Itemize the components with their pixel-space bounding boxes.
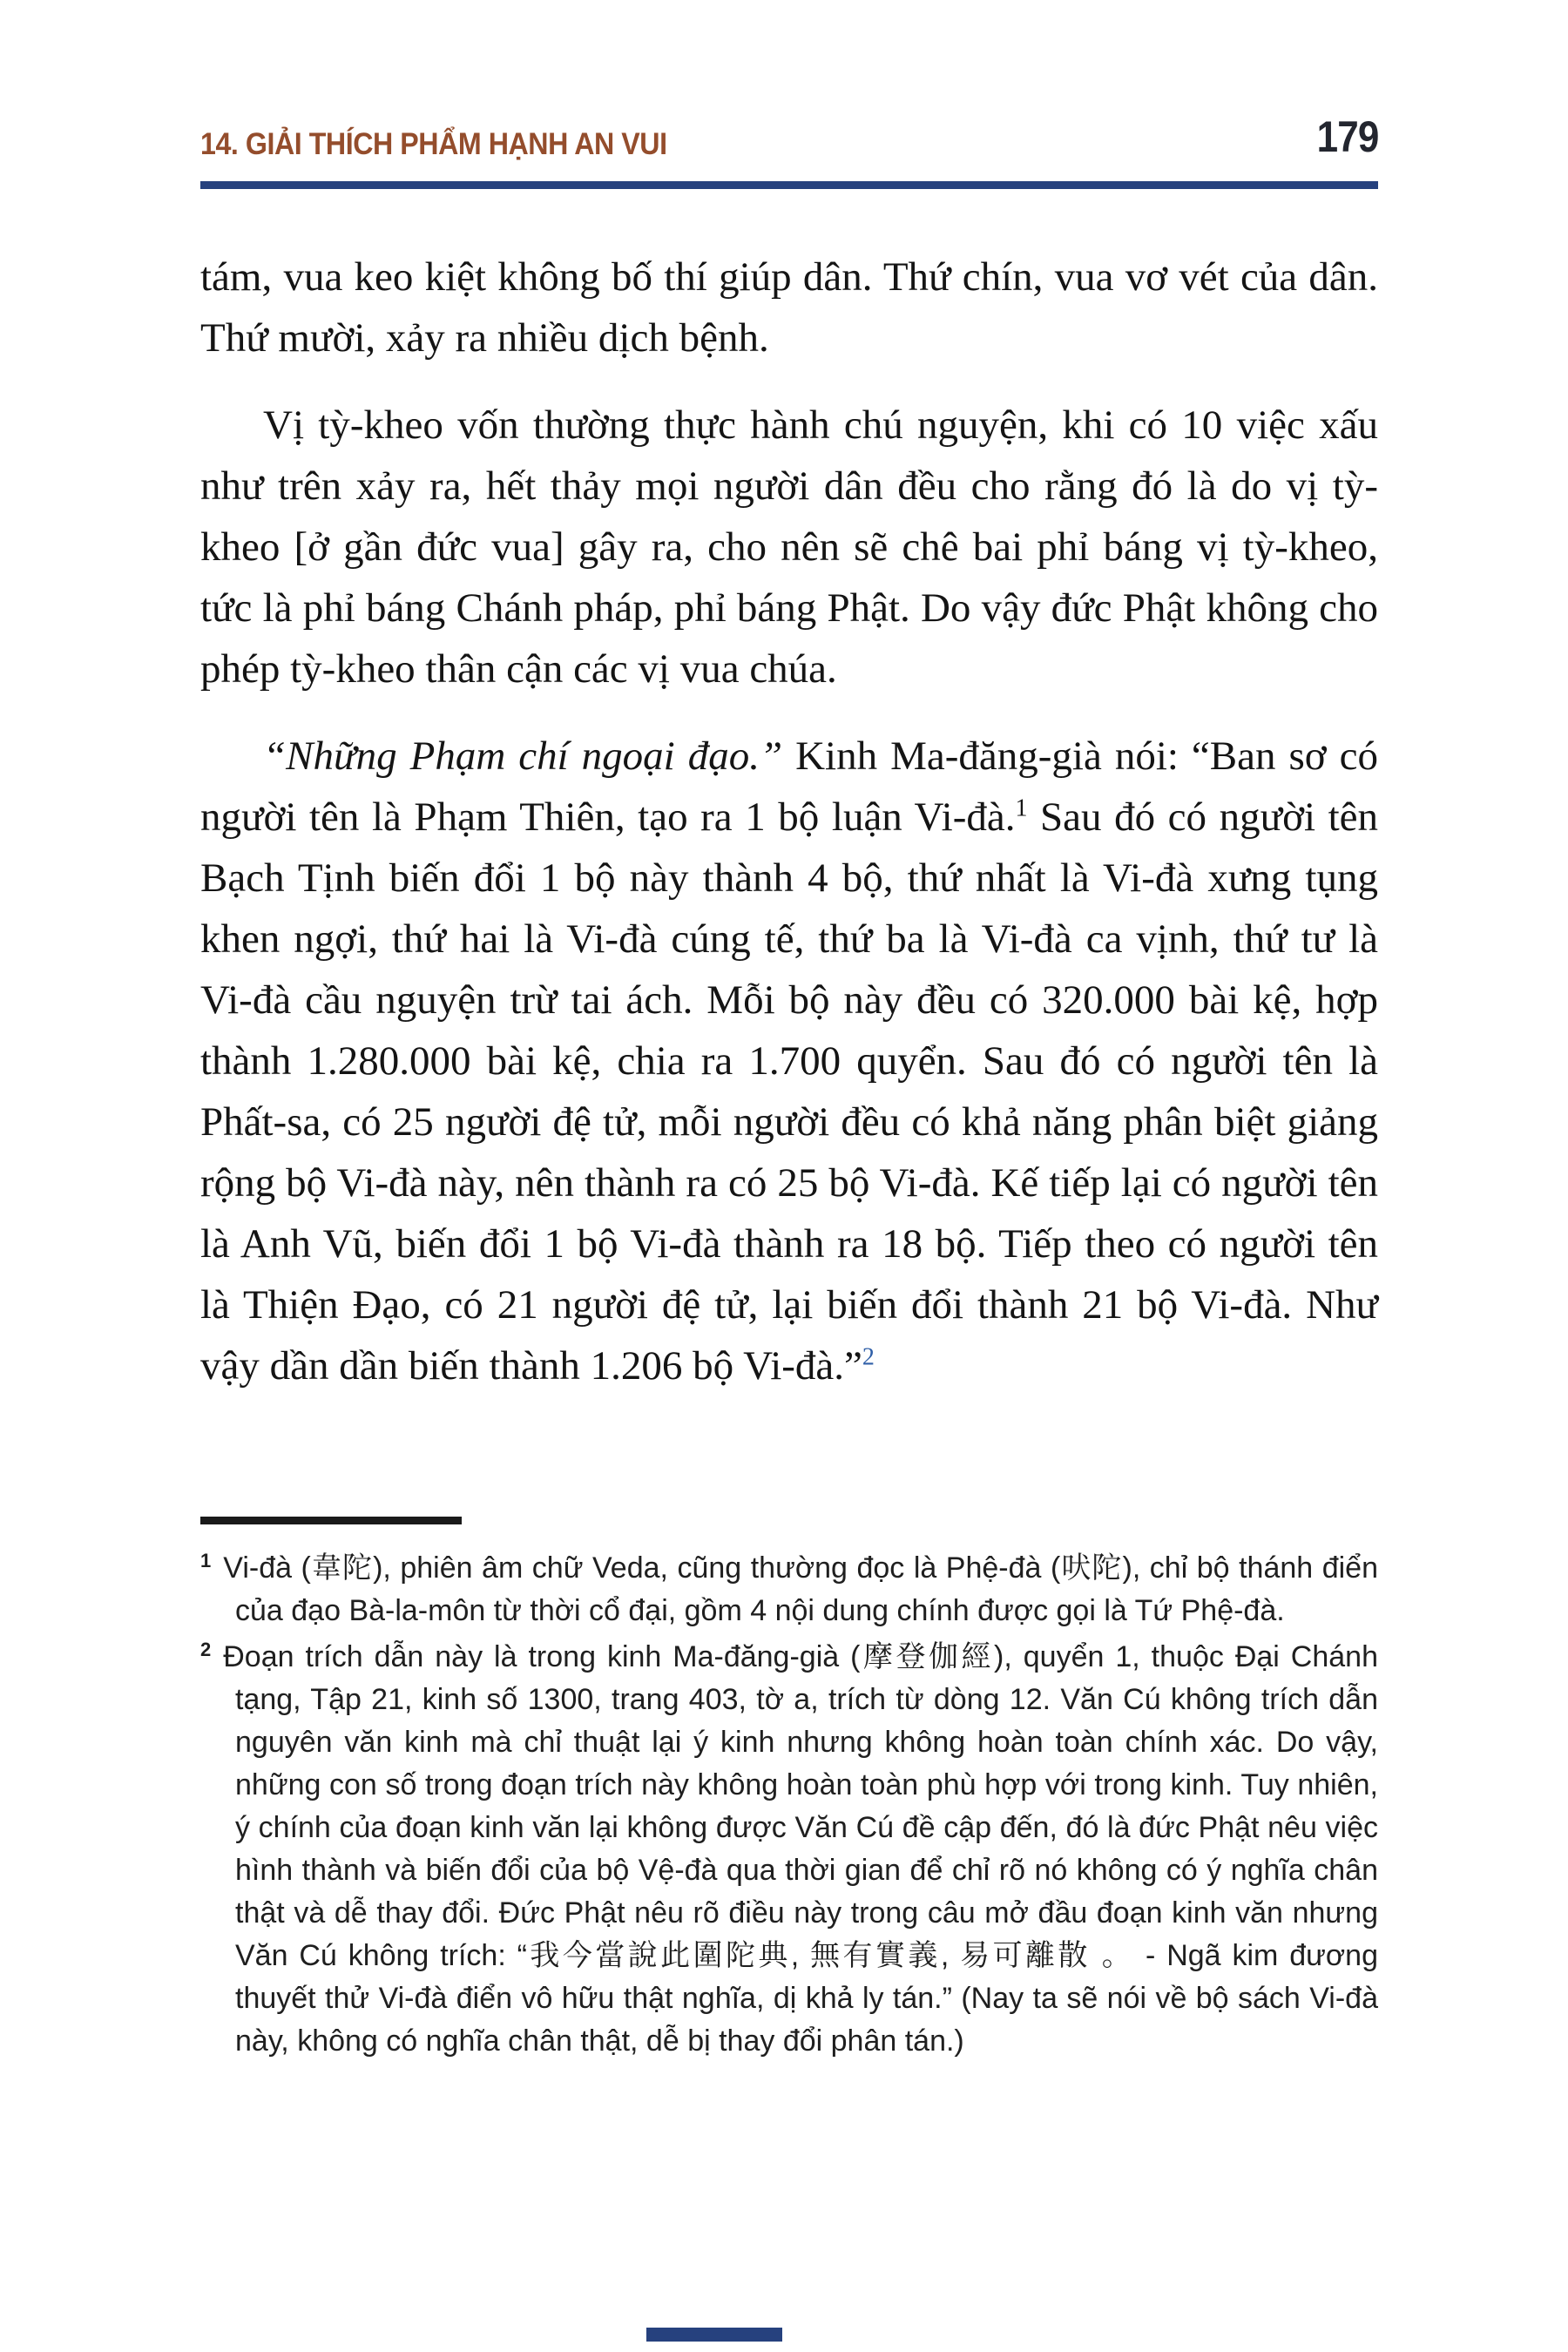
running-header [200,112,1378,162]
footnote-ref-1: 1 [1015,794,1028,822]
quote-text-part2: Sau đó có người tên Bạch Tịnh biến đổi 1 bộ này thành 4 bộ, thứ nhất là Vi-đà xưng tụng khen ngợi, thứ hai là Vi-đà cúng tế, thứ ba là Vi-đà ca vịnh, thứ tư là Vi-đà cầu nguyện trừ tai ách. Mỗi bộ này đều có 320.000 bài kệ, hợp thành 1.280.000 bài kệ, chia ra 1.700 quyển. Sau đó có người tên là Phất-sa, có 25 người đệ tử, mỗi người đều có khả năng phân biệt giảng rộng bộ Vi-đà này, nên thành ra có 25 bộ Vi-đà. Kế tiếp lại có người tên là Anh Vũ, biến đổi 1 bộ Vi-đà thành ra 18 bộ. Tiếp theo có người tên là Thiện Đạo, có 21 người đệ tử, lại biến đổi thành 21 bộ Vi-đà. Như vậy dần dần biến thành 1.206 bộ Vi-đà.” [200,794,1378,1389]
paragraph-continuation: tám, vua keo kiệt không bố thí giúp dân. Thứ chín, vua vơ vét của dân. Thứ mười, xảy ra nhiều dịch bệnh. [200,254,1378,361]
footnote-1 [200,1547,1378,1632]
footnote-2-marker: 2 [200,1638,212,1660]
header-rule [200,181,1378,189]
page-content [200,0,1378,2066]
paragraph-veda-quote [200,726,1378,1396]
body-text [200,247,1378,1396]
footnote-2-text: Đoạn trích dẫn này là trong kinh Ma-đăng-già (摩登伽經), quyển 1, thuộc Đại Chánh tạng, Tập 21, kinh số 1300, trang 403, tờ a, trích từ dòng 12. Văn Cú không trích dẫn nguyên văn kinh mà chỉ thuật lại ý kinh nhưng không hoàn toàn chính xác. Do vậy, những con số trong đoạn trích này không hoàn toàn phù hợp với trong kinh. Tuy nhiên, ý chính của đoạn kinh văn lại không được Văn Cú đề cập đến, đó là đức Phật nêu việc hình thành và biến đổi của bộ Vệ-đà qua thời gian để chỉ rõ nó không có ý nghĩa chân thật và dễ thay đổi. Đức Phật nêu rõ điều này trong câu mở đầu đoạn kinh văn nhưng Văn Cú không trích: “我今當說此圍陀典, 無有實義, 易可離散 。 - Ngã kim đương thuyết thử Vi-đà điển vô hữu thật nghĩa, dị khả ly tán.” (Nay ta sẽ nói về bộ sách Vi-đà này, không có nghĩa chân thật, dễ bị thay đổi phân tán.) [223,1640,1378,2058]
quote-lead-italic: “Những Phạm chí ngoại đạo.” [263,733,783,779]
page-number: 179 [1316,112,1378,161]
footer-mark [646,2328,782,2342]
footnote-1-marker: 1 [200,1549,212,1571]
paragraph-bhikkhu: Vị tỳ-kheo vốn thường thực hành chú nguyện, khi có 10 việc xấu như trên xảy ra, hết thảy mọi người dân đều cho rằng đó là do vị tỳ-kheo [ở gần đức vua] gây ra, cho nên sẽ chê bai phỉ báng vị tỳ-kheo, tức là phỉ báng Chánh pháp, phỉ báng Phật. Do vậy đức Phật không cho phép tỳ-kheo thân cận các vị vua chúa. [200,402,1378,692]
quote-text-part1: Kinh Ma-đăng-già nói: “Ban sơ có người tên là Phạm Thiên, tạo ra 1 bộ luận Vi-đà. [200,733,1378,840]
footnotes [200,1547,1378,2063]
footnote-divider [200,1517,462,1524]
footnote-2 [200,1636,1378,2063]
footnote-1-text: Vi-đà (韋陀), phiên âm chữ Veda, cũng thường đọc là Phệ-đà (吠陀), chỉ bộ thánh điển của đạo Bà-la-môn từ thời cổ đại, gồm 4 nội dung chính được gọi là Tứ Phệ-đà. [223,1551,1378,1627]
footnote-ref-2[interactable]: 2 [862,1343,875,1371]
chapter-title: 14. GIẢI THÍCH PHẨM HẠNH AN VUI [200,127,667,161]
